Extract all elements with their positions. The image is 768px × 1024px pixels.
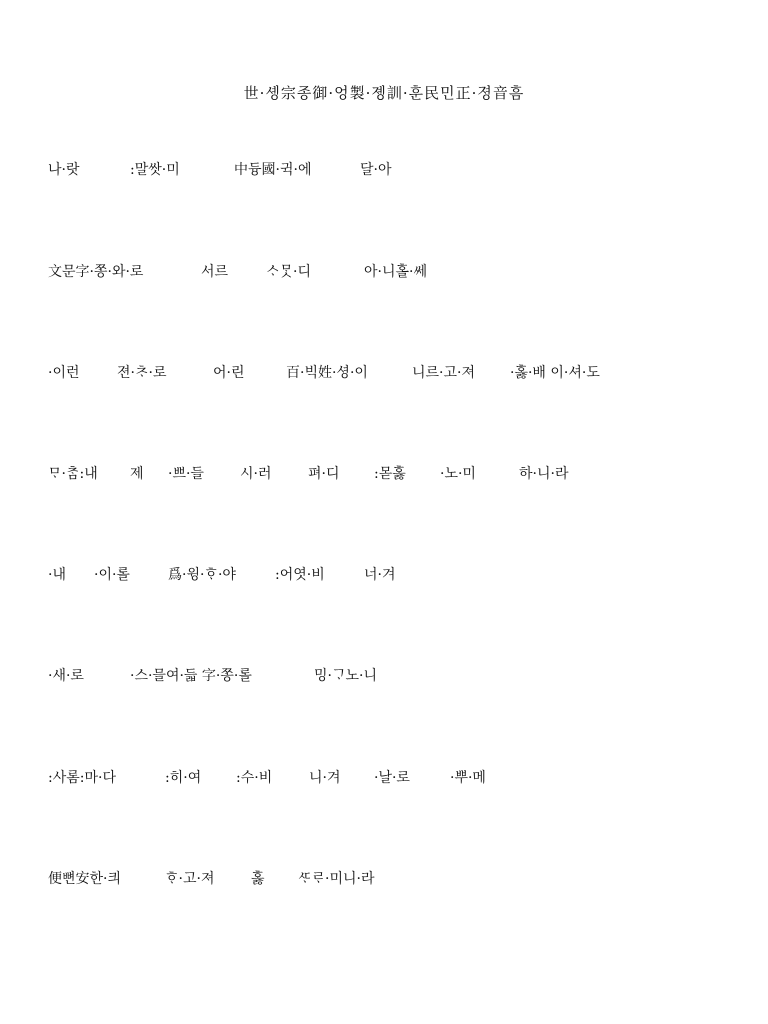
word: ·뿌·메 bbox=[450, 770, 486, 786]
text-line-3 bbox=[48, 362, 748, 384]
word: :히·여 bbox=[165, 770, 202, 786]
word: 百·빅姓·셩·이 bbox=[286, 365, 368, 381]
word: ᄯᆞᄅᆞ·미니·라 bbox=[298, 871, 375, 887]
word: ·홇·배 이·셔·도 bbox=[510, 365, 600, 381]
word: ·새·로 bbox=[48, 668, 84, 684]
word: ·노·미 bbox=[440, 466, 476, 482]
word: 하·니·라 bbox=[519, 466, 569, 482]
word: :몯홇 bbox=[374, 466, 406, 482]
word: 시·러 bbox=[240, 466, 272, 482]
document-title: 世·솅宗종御·엉製·졩訓·훈民민正·졍音흠 bbox=[243, 84, 525, 102]
word: :어엿·비 bbox=[275, 567, 325, 583]
word: ᄉᆞᄆᆞᆺ·디 bbox=[266, 264, 312, 280]
text-line-6 bbox=[48, 665, 748, 687]
word: :수·비 bbox=[236, 770, 273, 786]
word: 爲·윙·ᄒᆞ·야 bbox=[168, 567, 236, 583]
text-line-8 bbox=[48, 868, 748, 890]
word: 便뼌安한·킈 bbox=[48, 871, 122, 887]
word: :사롬:마·다 bbox=[48, 770, 116, 786]
word: 펴·디 bbox=[308, 466, 340, 482]
word: 나·랏 bbox=[48, 162, 80, 178]
word: ᄆᆞ·ᄎᆞᆷ:내 bbox=[48, 466, 98, 482]
text-line-1 bbox=[48, 159, 748, 181]
word: ·쁘·들 bbox=[168, 466, 204, 482]
text-line-7 bbox=[48, 767, 748, 789]
word: ·이런 bbox=[48, 365, 80, 381]
word: 젼·ᄎᆞ·로 bbox=[117, 365, 167, 381]
text-line-4 bbox=[48, 463, 748, 485]
word: 제 bbox=[130, 466, 144, 482]
word: 中듕國·귁·에 bbox=[234, 162, 312, 178]
word: ᄒᆞ·고·져 bbox=[165, 871, 215, 887]
word: ·내 bbox=[48, 567, 66, 583]
word: 밍·ᄀᆞ노·니 bbox=[314, 668, 377, 684]
word: ·이·롤 bbox=[94, 567, 130, 583]
word: :말쌋·미 bbox=[130, 162, 180, 178]
word: ·날·로 bbox=[374, 770, 410, 786]
word: 文문字·쫑·와·로 bbox=[48, 264, 144, 280]
word: 아·니홀·쎄 bbox=[364, 264, 427, 280]
word: 니·겨 bbox=[309, 770, 341, 786]
word: 니르·고·져 bbox=[412, 365, 475, 381]
text-line-5 bbox=[48, 564, 748, 586]
word: 달·아 bbox=[360, 162, 392, 178]
word: 홇 bbox=[251, 871, 265, 887]
word: 서르 bbox=[201, 264, 229, 280]
text-line-2 bbox=[48, 261, 748, 283]
word: 어·린 bbox=[213, 365, 245, 381]
word: 너·겨 bbox=[364, 567, 396, 583]
word: ·스·믈여·듧 字·쫑·롤 bbox=[130, 668, 252, 684]
